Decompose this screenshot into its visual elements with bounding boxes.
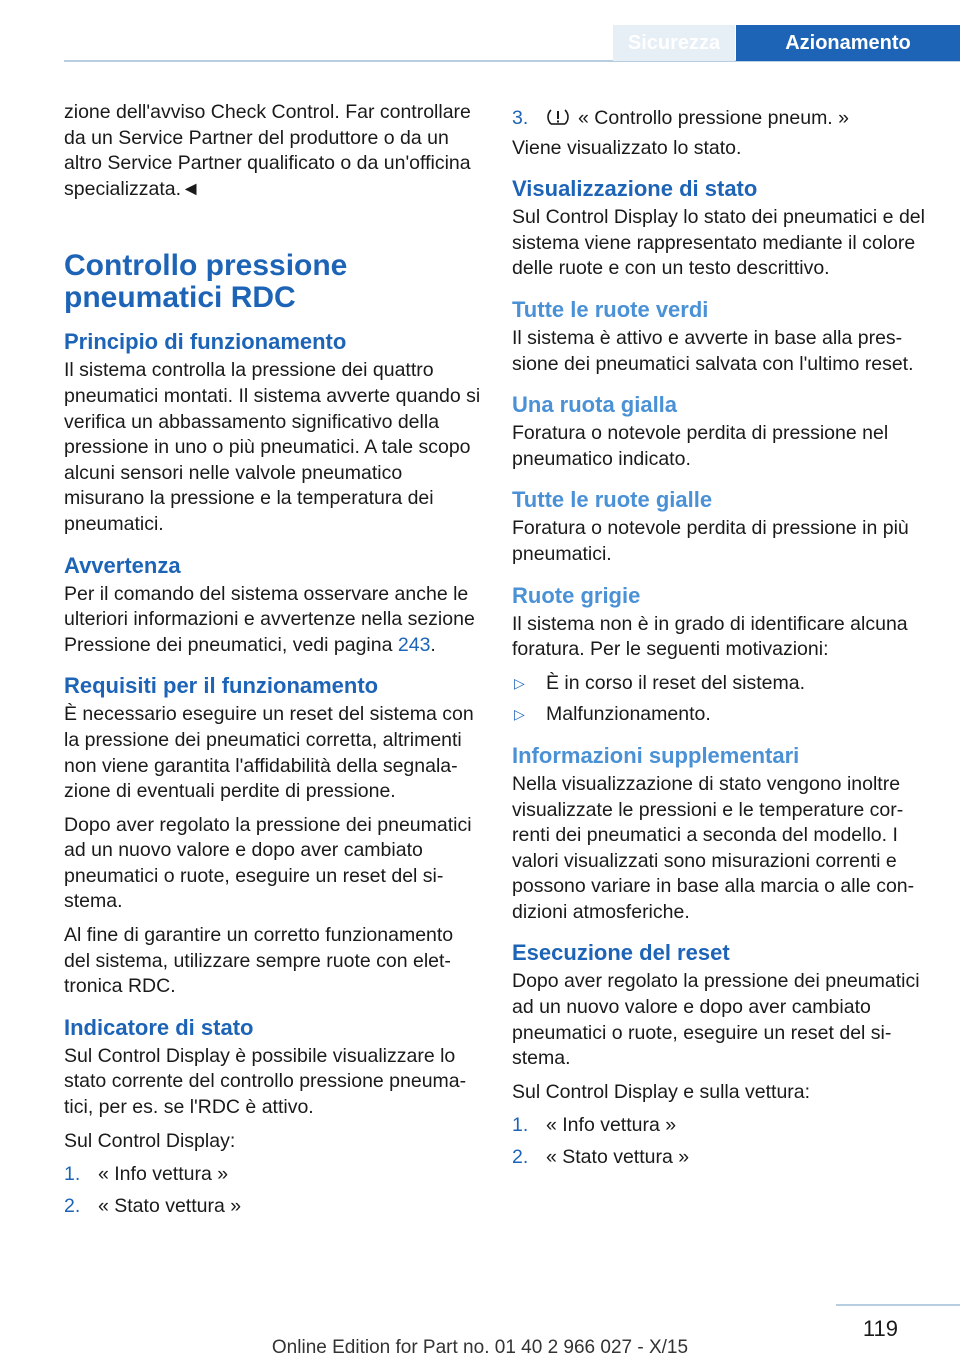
subsection-heading: Ruote grigie	[512, 582, 641, 608]
page-number: 119	[862, 1316, 898, 1341]
list-item	[512, 106, 932, 132]
list-item	[512, 1145, 932, 1171]
section-heading: Avvertenza	[64, 552, 181, 578]
text: Per il comando del sistema osservare anche le ulteriori informazioni e avvertenze nella sezione Pressione dei pneumatici, vedi pagina	[64, 582, 475, 656]
step-number: 1.	[512, 1114, 529, 1137]
paragraph: Foratura o notevole perdita di pressione in più pneumatici.	[512, 517, 909, 565]
paragraph: Il sistema è attivo e avverte in base alla pres‐sione dei pneumatici salvata con l'ultimo reset.	[512, 326, 914, 375]
step-list	[64, 1162, 484, 1219]
paragraph: Dopo aver regolato la pressione dei pneumatici ad un nuovo valore e dopo aver cambiato pneumatici o ruote, eseguire un reset del si‐stema.	[64, 813, 472, 913]
section-heading: Requisiti per il funzionamento	[64, 673, 379, 699]
section-heading: Principio di funzionamento	[64, 329, 347, 355]
text: .	[430, 633, 436, 656]
subsection-heading: Una ruota gialla	[512, 392, 678, 418]
step-number: 3.	[512, 107, 529, 129]
section-heading: Visualizzazione di stato	[512, 176, 758, 202]
subsection-heading: Tutte le ruote gialle	[512, 487, 713, 513]
tab-section-azionamento: Azionamento	[736, 25, 960, 61]
list-item	[64, 1162, 484, 1188]
step-text: « Info vettura »	[98, 1163, 229, 1186]
list-item	[512, 671, 932, 697]
paragraph: Sul Control Display lo stato dei pneumatici e del sistema viene rappresentato mediante il colore delle ruote e con un testo descrittivo.	[512, 206, 925, 280]
paragraph: Il sistema controlla la pressione dei quattro pneumatici montati. Il sistema avverte quando si verifica un abbassamento significativo della pressione in uno o più pneumatici. A tale scopo alcuni sensori nelle valvole pneumatico misurano la pressione e la temperatura dei pneumatici.	[64, 359, 481, 535]
step-number: 1.	[64, 1163, 81, 1186]
paragraph: Sul Control Display:	[64, 1129, 236, 1152]
list-item	[64, 1194, 484, 1220]
step-number: 2.	[64, 1194, 81, 1217]
paragraph: Foratura o notevole perdita di pressione nel pneumatico indicato.	[512, 422, 889, 470]
step-text: « Stato vettura »	[546, 1146, 690, 1169]
footer-rule	[836, 1304, 960, 1306]
triangle-bullet-icon: ▷	[514, 674, 525, 691]
bullet-text: Malfunzionamento.	[546, 703, 711, 726]
edition-footer: Online Edition for Part no. 01 40 2 966 027 - X/15	[271, 1337, 689, 1358]
right-column	[512, 100, 932, 1177]
step-text: « Controllo pressione pneum. »	[578, 107, 849, 129]
intro-paragraph: zione dell'avviso Check Control. Far controllare da un Service Partner del produttore o da un altro Service Partner qualificato o da un'officina specializzata.◄	[64, 101, 471, 200]
paragraph: È necessario eseguire un reset del sistema con la pressione dei pneumatici corretta, altrimenti non viene garantita l'affidabilità della segnala‐zione di eventuali perdite di pressione.	[64, 703, 474, 803]
step-text: « Stato vettura »	[98, 1194, 242, 1217]
subsection-heading: Tutte le ruote verdi	[512, 296, 709, 322]
paragraph: Sul Control Display e sulla vettura:	[512, 1080, 811, 1103]
subsection-heading: Informazioni supplementari	[512, 742, 800, 768]
paragraph: Il sistema non è in grado di identificare alcuna foratura. Per le seguenti motivazioni:	[512, 612, 908, 661]
step-list	[512, 106, 932, 132]
paragraph	[64, 582, 484, 659]
step-list	[512, 1113, 932, 1170]
bullet-text: È in corso il reset del sistema.	[546, 671, 806, 694]
triangle-bullet-icon: ▷	[514, 706, 525, 723]
step-number: 2.	[512, 1146, 529, 1169]
paragraph: Viene visualizzato lo stato.	[512, 136, 742, 159]
list-item	[512, 1113, 932, 1139]
page-link[interactable]: 243	[397, 633, 431, 656]
tire-pressure-warning-icon	[546, 107, 570, 127]
paragraph: Al fine di garantire un corretto funzionamento del sistema, utilizzare sempre ruote con elet‐tronica RDC.	[64, 924, 454, 998]
list-item	[512, 702, 932, 728]
paragraph: Dopo aver regolato la pressione dei pneumatici ad un nuovo valore e dopo aver cambiato pneumatici o ruote, eseguire un reset del si‐stema.	[512, 970, 920, 1070]
paragraph: Nella visualizzazione di stato vengono inoltre visualizzate le pressioni e le temperature cor‐renti dei pneumatici a seconda del modello. I valori visualizzati sono misurazioni correnti e possono variare in base alla marcia o alle con‐dizioni atmosferiche.	[512, 772, 915, 923]
tab-section-sicurezza: Sicurezza	[613, 25, 735, 61]
chapter-title: Controllo pressione pneumatici RDC	[64, 249, 348, 315]
section-heading: Indicatore di stato	[64, 1014, 254, 1040]
left-column	[64, 100, 484, 1225]
step-text: « Info vettura »	[546, 1114, 677, 1137]
section-heading: Esecuzione del reset	[512, 940, 730, 966]
paragraph: Sul Control Display è possibile visualizzare lo stato corrente del controllo pressione pneuma‐tici, per es. se l'RDC è attivo.	[64, 1044, 467, 1119]
bullet-list	[512, 671, 932, 728]
